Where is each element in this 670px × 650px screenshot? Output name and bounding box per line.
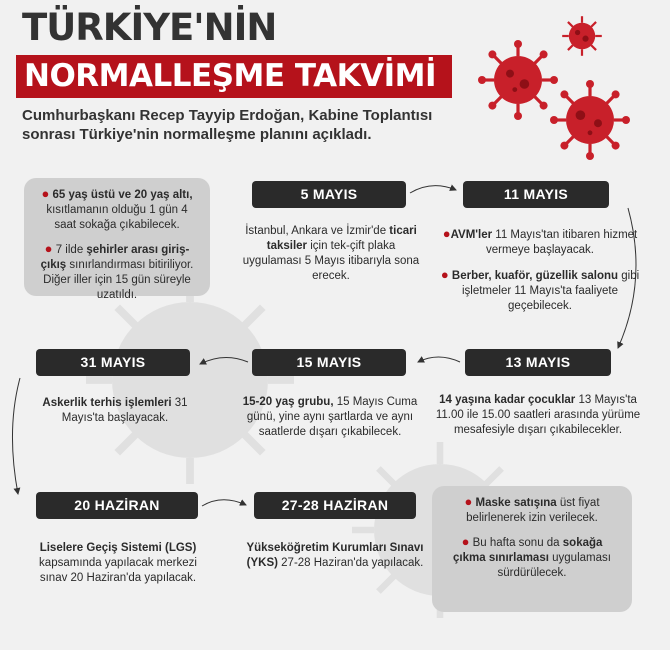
date-pill-may31: 31 MAYIS bbox=[36, 349, 190, 376]
may5-text-pre: İstanbul, Ankara ve İzmir'de bbox=[245, 225, 390, 237]
jun20-text bbox=[24, 541, 212, 586]
bullet-dot-icon: ● bbox=[442, 226, 451, 241]
final-item-1-bold: Maske satışına bbox=[475, 497, 557, 509]
general-item-2-bold: şehirler arası giriş-çıkış bbox=[40, 244, 190, 271]
date-pill-may11: 11 MAYIS bbox=[463, 181, 609, 208]
date-pill-may15: 15 MAYIS bbox=[252, 349, 406, 376]
may31-text-rest: 31 Mayıs'ta başlayacak. bbox=[61, 397, 188, 424]
may13-text-rest: 13 Mayıs'ta 11.00 ile 15.00 saatleri arasında yürüme mesafesiyle dışarı çıkabilecekler. bbox=[435, 394, 641, 436]
bullet-dot-icon: ● bbox=[461, 534, 470, 549]
jun20-text-rest: kapsamında yapılacak merkezi sınav 20 Haziran'da yapılacak. bbox=[39, 557, 197, 584]
general-item-1-text: kısıtlamanın olduğu 1 gün 4 saat sokağa çıkabilecek. bbox=[46, 204, 188, 231]
subtitle: Cumhurbaşkanı Recep Tayyip Erdoğan, Kabine Toplantısı sonrası Türkiye'nin normalleşme planını açıkladı. bbox=[22, 107, 433, 143]
general-item-1-bold: 65 yaş üstü ve 20 yaş altı, bbox=[52, 189, 193, 201]
may15-text bbox=[232, 395, 428, 440]
general-measures-box bbox=[24, 178, 210, 301]
final-item-2 bbox=[446, 534, 618, 581]
final-item-2-pre: Bu hafta sonu da bbox=[472, 537, 563, 549]
may5-text-bold: ticari taksiler bbox=[266, 225, 417, 252]
final-measures-box bbox=[432, 486, 632, 612]
may11-text bbox=[440, 226, 640, 323]
may31-text-bold: Askerlik terhis işlemleri bbox=[42, 397, 172, 409]
may13-text bbox=[432, 393, 644, 438]
general-item-2-text: sınırlandırması bitiriliyor. Diğer iller için 15 gün süreyle uzatıldı. bbox=[43, 259, 194, 301]
date-pill-may5: 5 MAYIS bbox=[252, 181, 406, 208]
bullet-dot-icon: ● bbox=[440, 267, 449, 282]
may31-text bbox=[30, 396, 200, 426]
general-item-1 bbox=[38, 186, 196, 233]
final-item-2-text: uygulaması sürdürülecek. bbox=[497, 552, 611, 579]
date-pill-may13: 13 MAYIS bbox=[465, 349, 611, 376]
jun27-text-rest: 27-28 Haziran'da yapılacak. bbox=[277, 557, 424, 569]
may11-p1-text: 11 Mayıs'tan itibaren hizmet vermeye başlayacak. bbox=[485, 229, 638, 256]
date-pill-jun27: 27-28 HAZİRAN bbox=[254, 492, 416, 519]
final-item-2-bold: sokağa çıkma sınırlaması bbox=[453, 537, 603, 564]
may5-text-rest: için tek-çift plaka uygulaması 5 Mayıs itibarıyla sona erecek. bbox=[242, 240, 420, 282]
title-line-1: TÜRKİYE'NİN bbox=[22, 6, 277, 49]
bullet-dot-icon: ● bbox=[464, 494, 473, 509]
jun20-text-bold: Liselere Geçiş Sistemi (LGS) bbox=[39, 542, 197, 554]
date-pill-jun20: 20 HAZİRAN bbox=[36, 492, 198, 519]
may11-p1-bold: AVM'ler bbox=[450, 229, 493, 241]
final-item-1 bbox=[446, 494, 618, 526]
may15-text-rest: 15 Mayıs Cuma günü, yine aynı şartlarda ve aynı saatlerde dışarı çıkabilecek. bbox=[246, 396, 418, 438]
jun27-text bbox=[232, 541, 438, 571]
bullet-dot-icon: ● bbox=[41, 186, 50, 201]
may11-p2-bold: Berber, kuaför, güzellik salonu bbox=[451, 270, 619, 282]
may11-p2-text: gibi işletmeler 11 Mayıs'ta faaliyete geçebilecek. bbox=[461, 270, 640, 312]
general-item-2-pre: 7 ilde bbox=[55, 244, 87, 256]
may15-text-bold: 15-20 yaş grubu, bbox=[242, 396, 334, 408]
may13-text-bold: 14 yaşına kadar çocuklar bbox=[439, 394, 576, 406]
jun27-text-bold: Yükseköğretim Kurumları Sınavı (YKS) bbox=[246, 542, 424, 569]
general-item-2 bbox=[38, 241, 196, 303]
title-line-2: NORMALLEŞME TAKVİMİ bbox=[16, 55, 452, 98]
may5-text bbox=[236, 224, 426, 284]
bullet-dot-icon: ● bbox=[44, 241, 53, 256]
final-item-1-text: üst fiyat belirlenerek izin verilecek. bbox=[466, 497, 600, 524]
